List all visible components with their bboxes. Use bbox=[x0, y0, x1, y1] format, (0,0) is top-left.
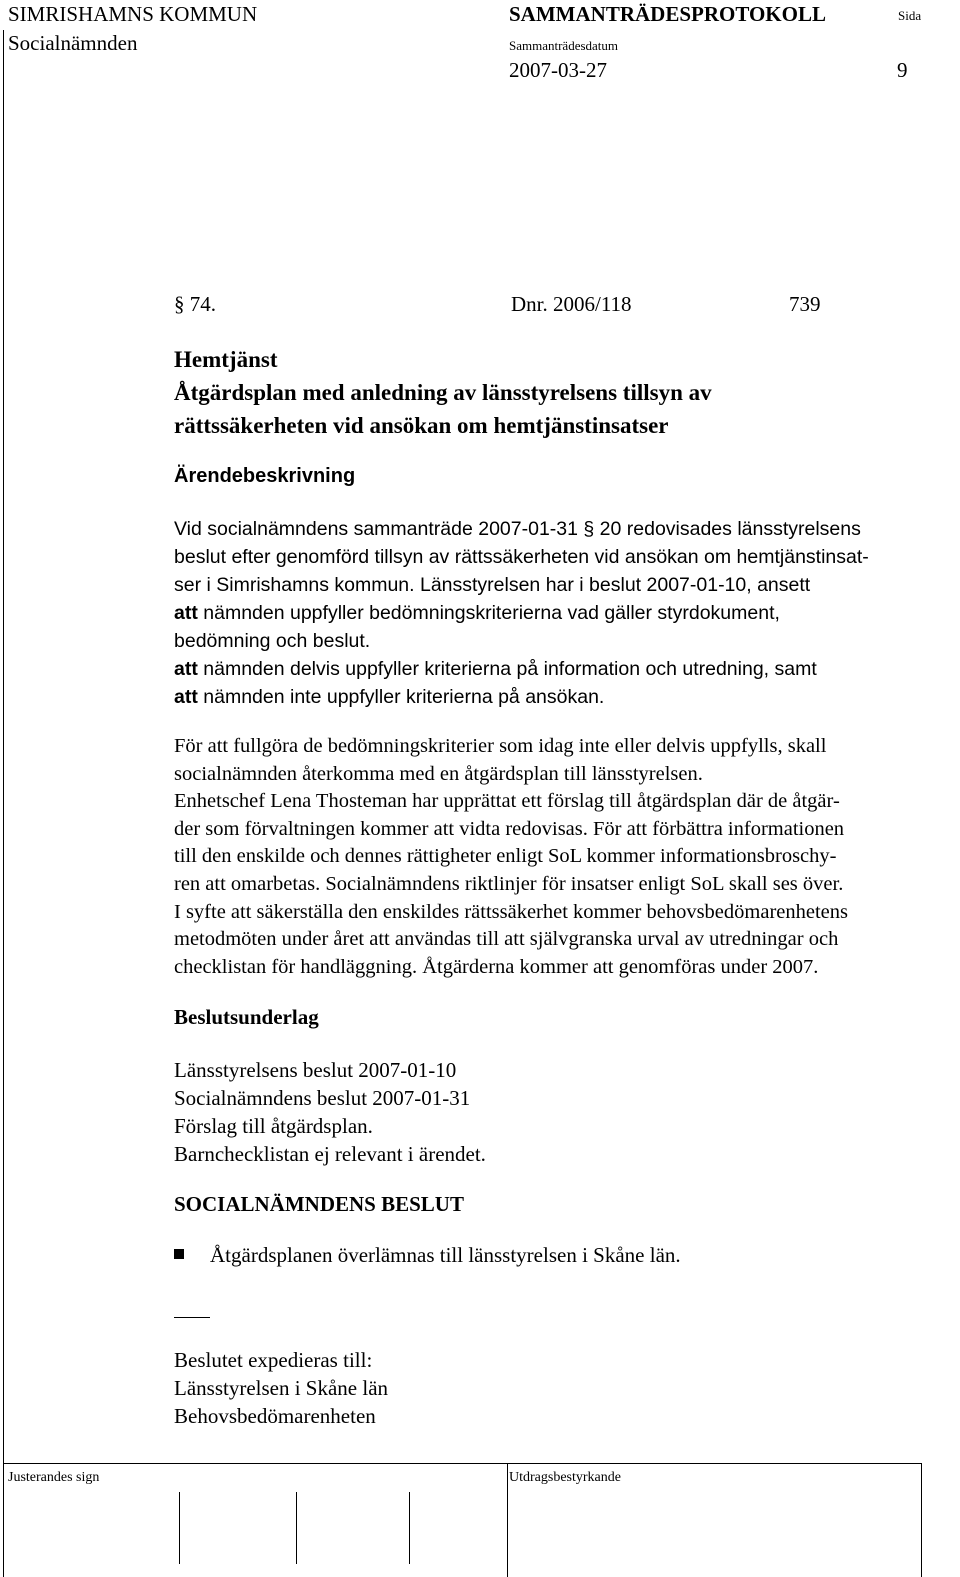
protocol-title: SAMMANTRÄDESPROTOKOLL bbox=[509, 2, 826, 26]
title-line: rättssäkerheten vid ansökan om hemtjänstinsatser bbox=[174, 413, 669, 438]
dnr-label: Dnr. 2006/118 bbox=[511, 292, 632, 316]
dispatch-line: Länsstyrelsen i Skåne län bbox=[174, 1376, 389, 1400]
paragraph-line: socialnämnden återkomma med en åtgärdsplan till länsstyrelsen. bbox=[174, 762, 703, 785]
att-keyword: att bbox=[174, 602, 198, 624]
att-item bbox=[174, 627, 869, 655]
basis-item: Socialnämndens beslut 2007-01-31 bbox=[174, 1086, 471, 1110]
title-line: Åtgärdsplan med anledning av länsstyrelsens tillsyn av bbox=[174, 380, 712, 405]
description-heading: Ärendebeskrivning bbox=[174, 465, 356, 487]
square-bullet-icon bbox=[174, 1249, 184, 1259]
document-title bbox=[174, 343, 712, 442]
paragraph-line: Enhetschef Lena Thosteman har upprättat ett förslag till åtgärdsplan där de åtgär- bbox=[174, 790, 840, 813]
att-text: nämnden delvis uppfyller kriterierna på information och utredning, samt bbox=[197, 658, 817, 680]
page-label: Sida bbox=[898, 8, 922, 23]
description-paragraph bbox=[174, 733, 848, 981]
case-number: 739 bbox=[789, 292, 821, 316]
section-number: § 74. bbox=[174, 292, 216, 316]
basis-item: Barnchecklistan ej relevant i ärendet. bbox=[174, 1142, 486, 1166]
justerandes-sign-label: Justerandes sign bbox=[8, 1470, 100, 1485]
utdragsbestyrkande-label: Utdragsbestyrkande bbox=[509, 1470, 621, 1485]
basis-item: Länsstyrelsens beslut 2007-01-10 bbox=[174, 1058, 457, 1082]
signature-field-divider bbox=[296, 1492, 297, 1564]
paragraph-line: ren att omarbetas. Socialnämndens riktlinjer för insatser enligt SoL skall ses över. bbox=[174, 872, 844, 895]
paragraph-line: För att fullgöra de bedömningskriterier som idag inte eller delvis uppfylls, skall bbox=[174, 735, 827, 757]
date-label: Sammanträdesdatum bbox=[509, 38, 619, 53]
dispatch-list bbox=[174, 1346, 388, 1430]
paragraph-line: till den enskilde och dennes rättigheter enligt SoL kommer informationsbroschy- bbox=[174, 845, 837, 868]
left-border-line bbox=[3, 30, 4, 1577]
basis-item: Förslag till åtgärdsplan. bbox=[174, 1114, 373, 1138]
att-item bbox=[174, 599, 869, 627]
decision-text: Åtgärdsplanen överlämnas till länsstyrelsen i Skåne län. bbox=[210, 1243, 681, 1267]
basis-list bbox=[174, 1056, 486, 1168]
decision-heading: SOCIALNÄMNDENS BESLUT bbox=[174, 1192, 464, 1216]
signature-field-divider bbox=[409, 1492, 410, 1564]
page-number: 9 bbox=[897, 58, 908, 82]
signature-field-divider bbox=[179, 1492, 180, 1564]
footer-right-border bbox=[921, 1463, 922, 1577]
meeting-date: 2007-03-27 bbox=[509, 58, 607, 82]
title-line: Hemtjänst bbox=[174, 347, 278, 372]
separator-rule bbox=[174, 1317, 210, 1318]
att-text: nämnden inte uppfyller kriterierna på ansökan. bbox=[197, 686, 605, 708]
committee-name: Socialnämnden bbox=[8, 31, 138, 55]
att-text: nämnden uppfyller bedömningskriterierna vad gäller styrdokument, bbox=[197, 602, 780, 624]
municipality-name: SIMRISHAMNS KOMMUN bbox=[8, 2, 258, 26]
dispatch-line: Beslutet expedieras till: bbox=[174, 1348, 373, 1372]
paragraph-line: metodmöten under året att användas till att självgranska urval av utredningar och bbox=[174, 928, 839, 951]
att-item bbox=[174, 683, 869, 711]
description-body bbox=[174, 515, 869, 711]
description-line: beslut efter genomförd tillsyn av rättssäkerheten vid ansökan om hemtjänstinsat- bbox=[174, 546, 869, 568]
signature-field-divider bbox=[507, 1463, 508, 1577]
att-item bbox=[174, 655, 869, 683]
description-line: ser i Simrishamns kommun. Länsstyrelsen har i beslut 2007-01-10, ansett bbox=[174, 574, 811, 596]
dispatch-line: Behovsbedömarenheten bbox=[174, 1404, 376, 1428]
att-keyword: att bbox=[174, 658, 198, 680]
basis-heading: Beslutsunderlag bbox=[174, 1005, 319, 1029]
footer-divider bbox=[3, 1463, 922, 1464]
description-line: Vid socialnämndens sammanträde 2007-01-31 § 20 redovisades länsstyrelsens bbox=[174, 518, 861, 540]
paragraph-line: checklistan för handläggning. Åtgärderna kommer att genomföras under 2007. bbox=[174, 955, 819, 978]
paragraph-line: I syfte att säkerställa den enskildes rättssäkerhet kommer behovsbedömarenhetens bbox=[174, 900, 848, 923]
att-keyword: att bbox=[174, 686, 198, 708]
att-text: bedömning och beslut. bbox=[174, 630, 371, 652]
paragraph-line: der som förvaltningen kommer att vidta redovisas. För att förbättra informationen bbox=[174, 817, 845, 840]
